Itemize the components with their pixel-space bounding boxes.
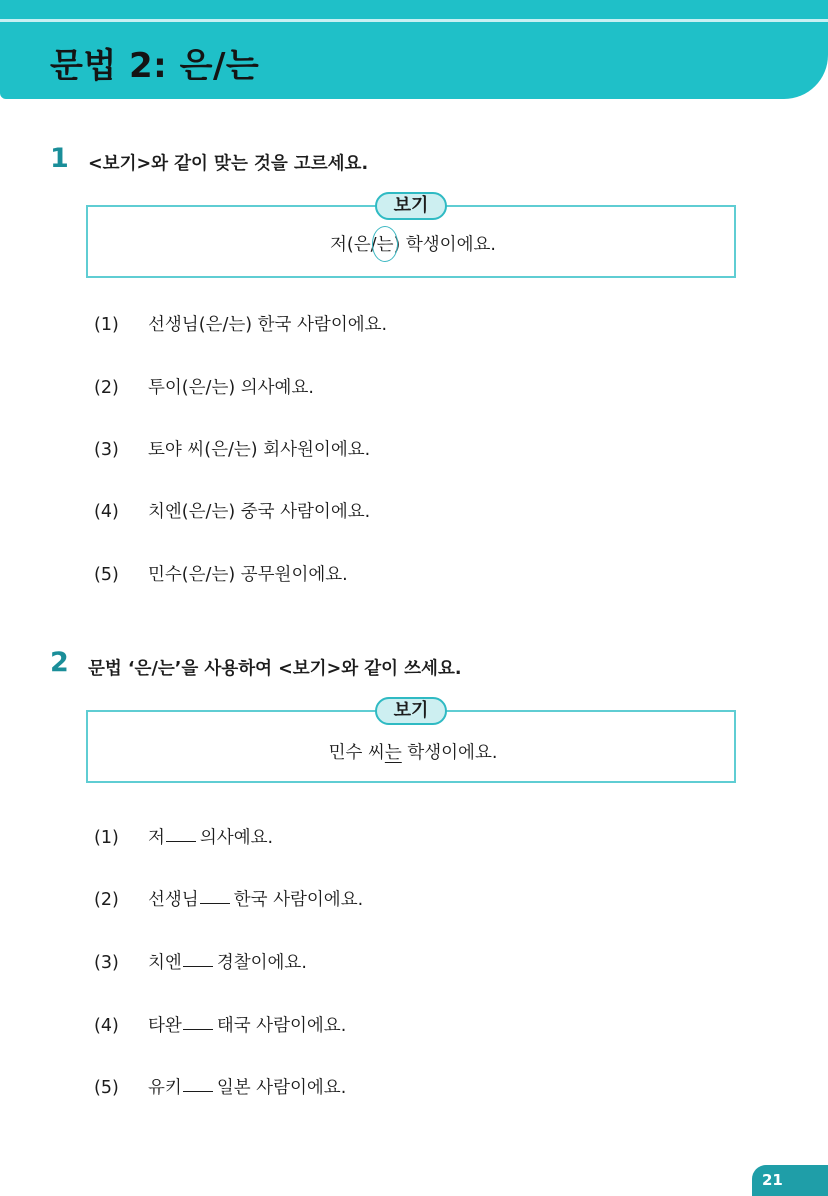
item-rest: 태국 사람이에요. bbox=[216, 1016, 347, 1036]
item-number: (4) bbox=[94, 502, 119, 522]
item-number: (3) bbox=[94, 440, 119, 460]
item-number: (5) bbox=[94, 1078, 119, 1098]
underlined-answer: 는 bbox=[384, 743, 402, 763]
page-header bbox=[0, 0, 828, 99]
exercise-item bbox=[94, 1012, 346, 1037]
answer-blank[interactable] bbox=[200, 902, 230, 904]
answer-blank[interactable] bbox=[183, 1090, 213, 1092]
item-text: 선생님(은/는) 한국 사람이에요. bbox=[148, 315, 388, 335]
example-text-after: ) 학생이에요. bbox=[393, 235, 496, 255]
page-number: 21 bbox=[752, 1165, 828, 1196]
answer-blank[interactable] bbox=[183, 965, 213, 967]
item-number: (2) bbox=[94, 890, 119, 910]
example-sentence-1 bbox=[88, 231, 738, 256]
item-rest: 일본 사람이에요. bbox=[216, 1078, 347, 1098]
example-text-before: 민수 씨 bbox=[328, 743, 385, 763]
example-badge-1: 보기 bbox=[375, 192, 447, 220]
page-title: 문법 2: 은/는 bbox=[50, 46, 260, 86]
answer-blank[interactable] bbox=[166, 840, 196, 842]
header-stripe bbox=[0, 19, 828, 22]
question-number-1: 1 bbox=[50, 143, 69, 174]
item-number: (5) bbox=[94, 565, 119, 585]
item-rest: 경찰이에요. bbox=[216, 953, 307, 973]
item-word: 타완 bbox=[148, 1016, 182, 1036]
item-rest: 의사예요. bbox=[199, 828, 274, 848]
exercise-item bbox=[94, 1074, 346, 1099]
item-word: 선생님 bbox=[148, 890, 199, 910]
example-text-after: 학생이에요. bbox=[401, 743, 498, 763]
question-instruction-1: <보기>와 같이 맞는 것을 고르세요. bbox=[88, 154, 369, 174]
question-instruction-2: 문법 ‘은/는’을 사용하여 <보기>와 같이 쓰세요. bbox=[88, 659, 462, 679]
item-number: (1) bbox=[94, 315, 119, 335]
exercise-item bbox=[94, 311, 387, 336]
item-number: (2) bbox=[94, 378, 119, 398]
answer-blank[interactable] bbox=[183, 1028, 213, 1030]
exercise-item bbox=[94, 498, 370, 523]
item-word: 저 bbox=[148, 828, 165, 848]
exercise-item bbox=[94, 561, 348, 586]
example-badge-2: 보기 bbox=[375, 697, 447, 725]
question-number-2: 2 bbox=[50, 647, 69, 678]
item-text: 민수(은/는) 공무원이에요. bbox=[148, 565, 348, 585]
example-text-before: 저(은/ bbox=[330, 235, 377, 255]
item-number: (3) bbox=[94, 953, 119, 973]
example-sentence-2 bbox=[88, 739, 738, 764]
item-number: (4) bbox=[94, 1016, 119, 1036]
item-word: 치엔 bbox=[148, 953, 182, 973]
exercise-item bbox=[94, 886, 363, 911]
circled-answer: 는 bbox=[377, 231, 394, 256]
exercise-item bbox=[94, 436, 370, 461]
exercise-item bbox=[94, 824, 273, 849]
item-rest: 한국 사람이에요. bbox=[233, 890, 364, 910]
item-word: 유키 bbox=[148, 1078, 182, 1098]
exercise-item bbox=[94, 949, 307, 974]
item-text: 토야 씨(은/는) 회사원이에요. bbox=[148, 440, 371, 460]
item-text: 치엔(은/는) 중국 사람이에요. bbox=[148, 502, 371, 522]
item-number: (1) bbox=[94, 828, 119, 848]
exercise-item bbox=[94, 374, 314, 399]
item-text: 투이(은/는) 의사예요. bbox=[148, 378, 314, 398]
